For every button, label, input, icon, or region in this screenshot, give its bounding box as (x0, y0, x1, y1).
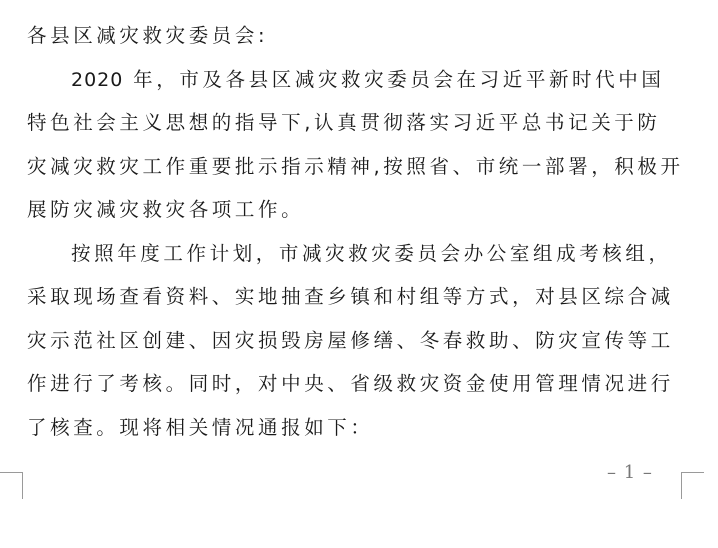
page-number: – 1 – (607, 462, 653, 483)
paragraph-2-line-1: 按照年度工作计划，市减灾救灾委员会办公室组成考核组， (71, 241, 672, 265)
document-body (27, 14, 687, 449)
salutation: 各县区减灾救灾委员会: (27, 24, 269, 47)
paragraph-1-line-1-text: 年，市及各县区减灾救灾委员会在习近平新时代中国 (123, 67, 665, 91)
paragraph-2-line-3: 灾示范社区创建、因灾损毁房屋修缮、冬春救助、防灾宣传等工 (27, 328, 674, 352)
paragraph-1-line-1 (27, 58, 687, 102)
paragraph-2-line-4: 作进行了考核。同时，对中央、省级救灾资金使用管理情况进行 (27, 372, 674, 395)
crop-mark-right (681, 472, 704, 499)
paragraph-2-line-5: 了核查。现将相关情况通报如下： (27, 415, 374, 439)
paragraph-1-line-3: 灾减灾救灾工作重要批示指示精神,按照省、市统一部署，积极开 (27, 154, 684, 178)
paragraph-2-line-2: 采取现场查看资料、实地抽查乡镇和村组等方式，对县区综合减 (27, 285, 674, 308)
year-number: 2020 (71, 68, 124, 91)
paragraph-1-line-4: 展防灾减灾救灾各项工作。 (27, 198, 305, 221)
paragraph-1-line-2: 特色社会主义思想的指导下,认真贯彻落实习近平总书记关于防 (27, 111, 661, 134)
crop-mark-left (0, 472, 23, 499)
